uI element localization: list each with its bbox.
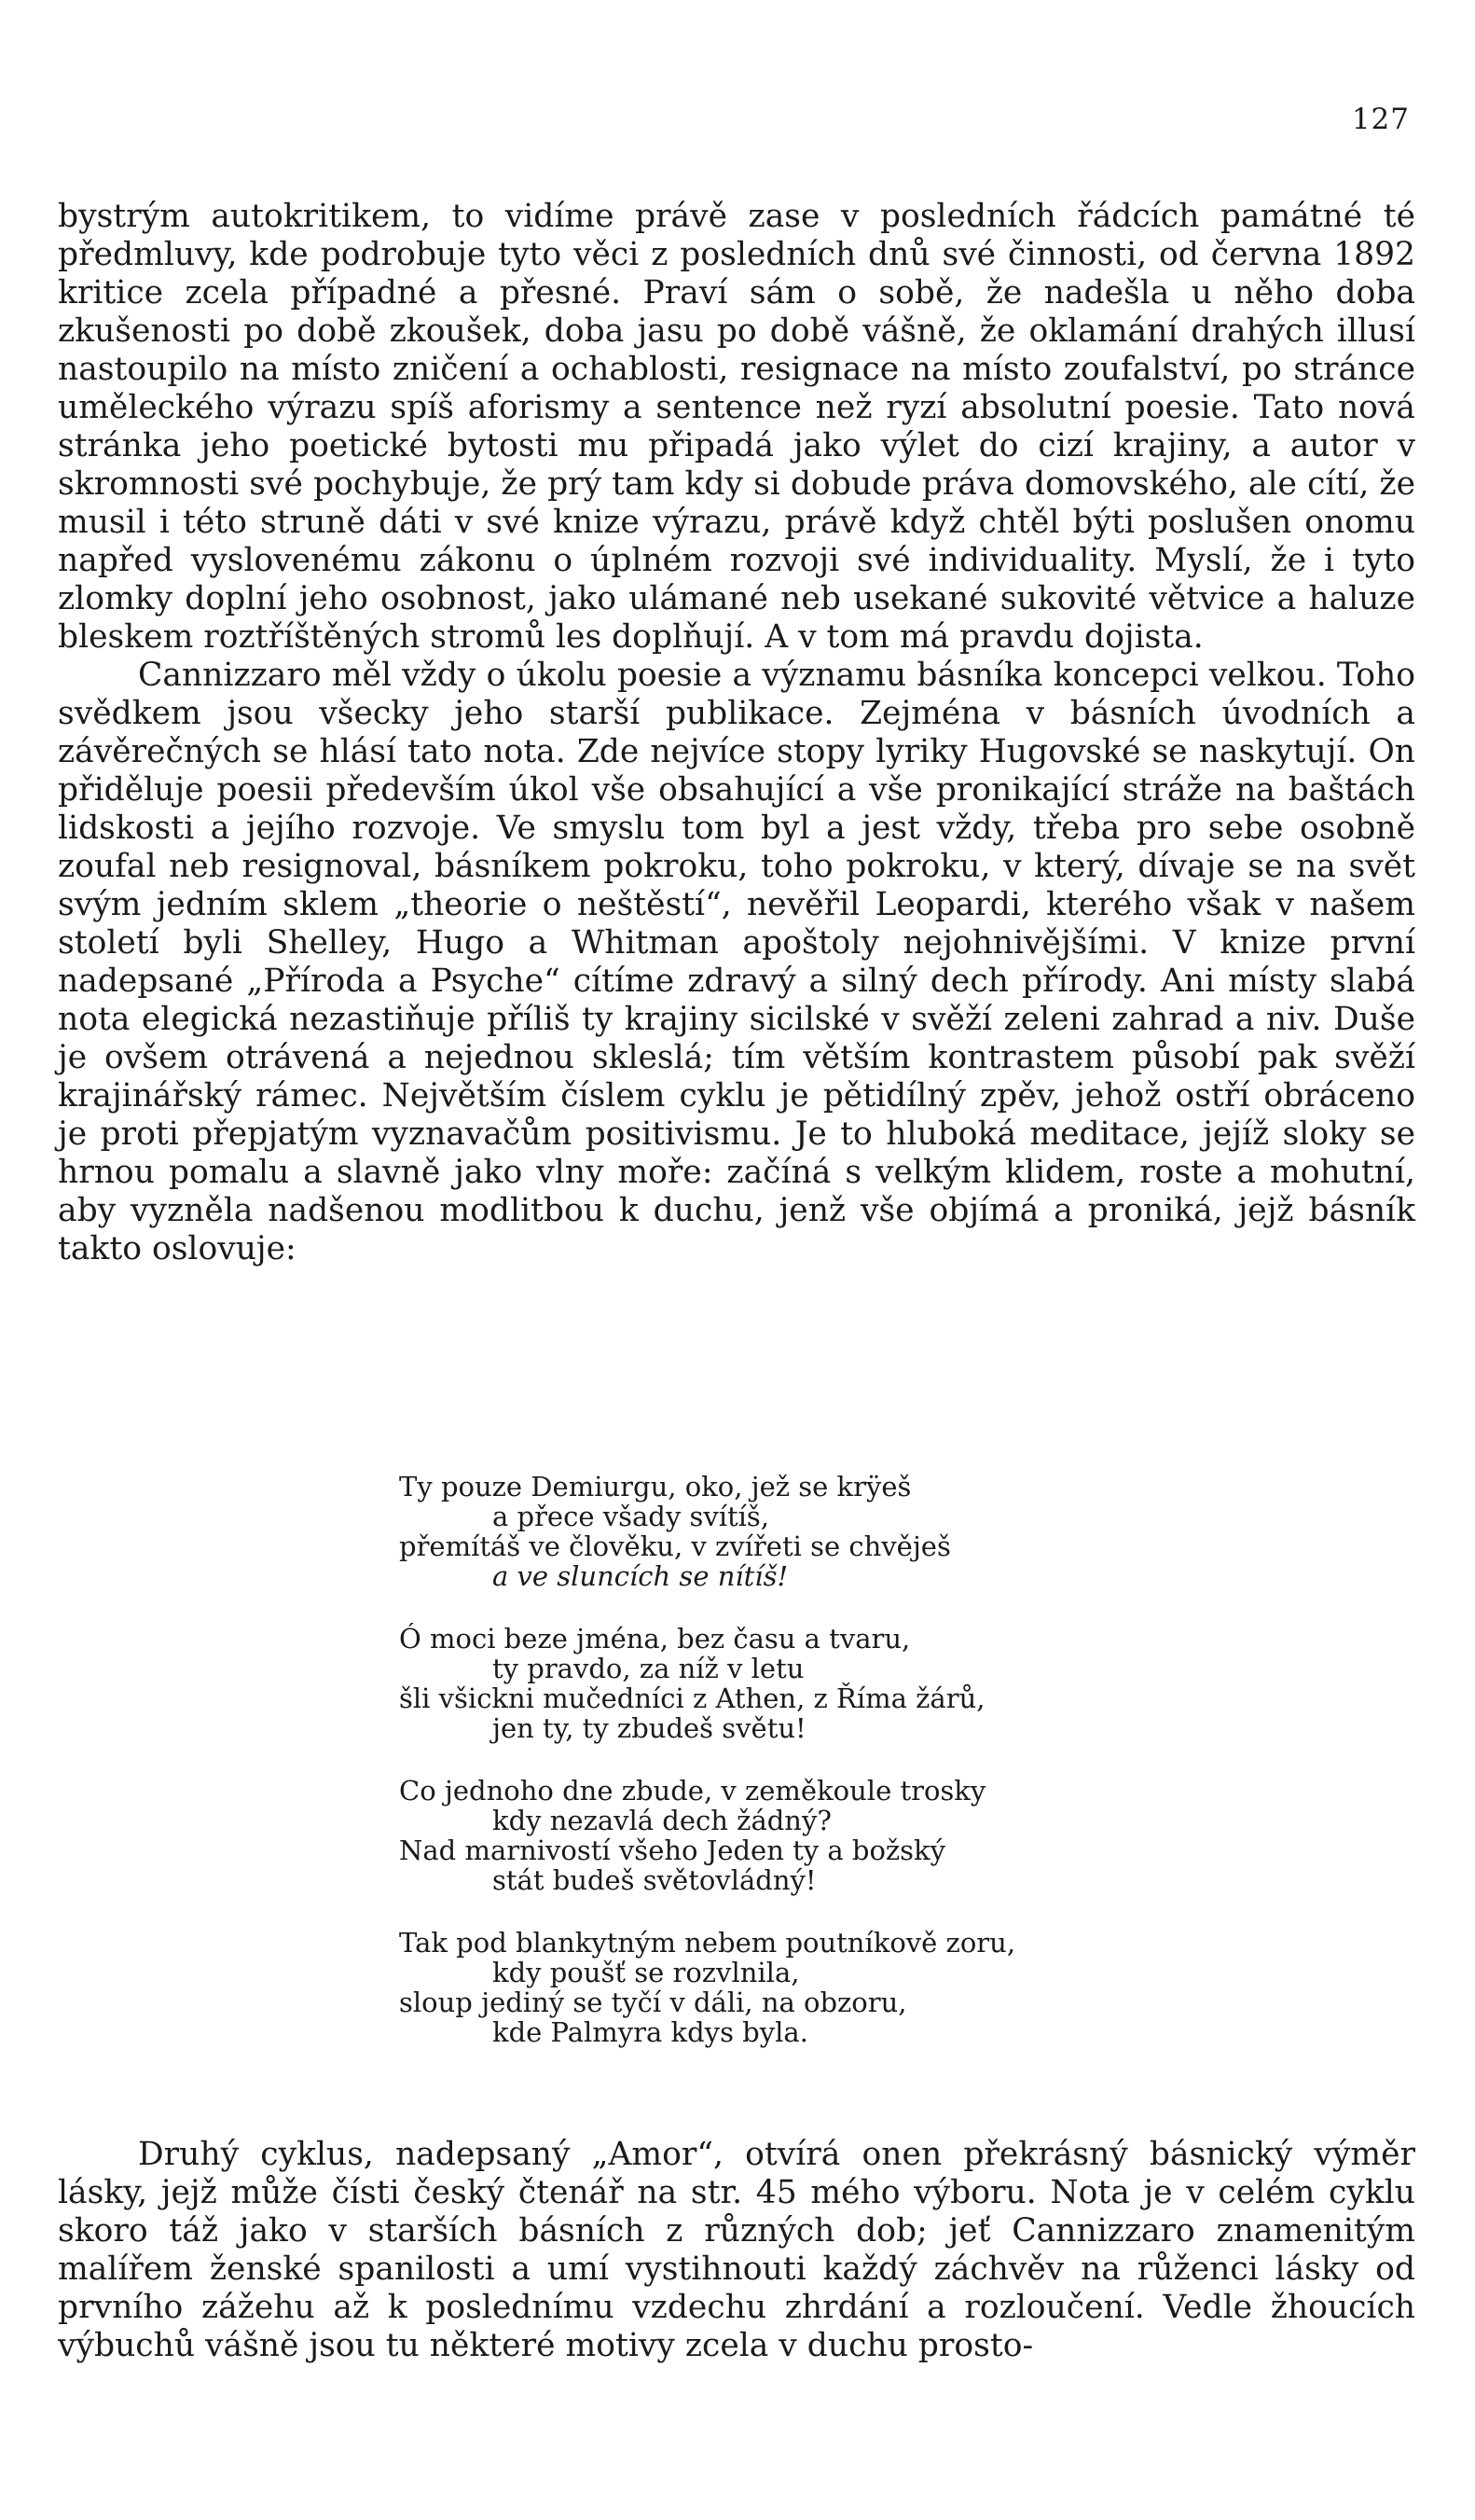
poem-stanza-1 [399,1472,1164,1591]
paragraph-2: Cannizzaro měl vždy o úkolu poesie a významu básníka koncepci velkou. Toho svědkem jsou všecky jeho starší publikace. Zejména v básních úvodních a závěrečných se hlásí tato nota. Zde nejvíce stopy lyriky Hugovské se naskytují. On přiděluje poesii především úkol vše obsahující a vše pronikající stráže na baštách lidskosti a jejího rozvoje. Ve smyslu tom byl a jest vždy, třeba pro sebe osobně zoufal neb resignoval, básníkem pokroku, toho pokroku, v který, dívaje se na svět svým jedním sklem „theorie o neštěstí“, nevěřil Leopardi, kterého však v našem století byli Shelley, Hugo a Whitman apoštoly nejohnivějšími. V knize první nadepsané „Příroda a Psyche“ cítíme zdravý a silný dech přírody. Ani místy slabá nota elegická nezastiňuje příliš ty krajiny sicilské v svěží zeleni zahrad a niv. Duše je ovšem otrávená a nejednou skleslá; tím větším kontrastem působí pak svěží krajinářský rámec. Největším číslem cyklu je pětidílný zpěv, jehož ostří obráceno je proti přepjatým vyznavačům positivismu. Je to hluboká meditace, jejíž sloky se hrnou pomalu a slavně jako vlny moře: začíná s velkým klidem, roste a mohutní, aby vyzněla nadšenou modlitbou k duchu, jenž vše objímá a proniká, jejž básník takto oslovuje: [58,657,1415,1267]
poem-line: kdy nezavlá dech žádný? [492,1805,832,1836]
poem-line: Ó moci beze jména, bez času a tvaru, [399,1623,911,1655]
poem-line: a ve sluncích se nítíš! [492,1560,789,1592]
poem [399,1472,1164,2080]
poem-line: kdy poušť se rozvlnila, [492,1957,800,1988]
poem-stanza-4 [399,1928,1164,2047]
poem-line: sloup jediný se tyčí v dáli, na obzoru, [399,1987,907,2018]
poem-line: jen ty, ty zbudeš světu! [492,1712,806,1744]
poem-line: Co jednoho dne zbude, v zeměkoule trosky [399,1775,986,1807]
paragraph-1: bystrým autokritikem, to vidíme právě zase v posledních řádcích památné té předmluvy, kde podrobuje tyto věci z posledních dnů své činnosti, od června 1892 kritice zcela případné a přesné. Praví sám o sobě, že nadešla u něho doba zkušenosti po době zkoušek, doba jasu po době vášně, že oklamání drahých illusí nastoupilo na místo zničení a ochablosti, resignace na místo zoufalství, po stránce uměleckého výrazu spíš aforismy a sentence než ryzí absolutní poesie. Tato nová stránka jeho poetické bytosti mu připadá jako výlet do cizí krajiny, a autor v skromnosti své pochybuje, že prý tam kdy si dobude práva domovského, ale cítí, že musil i této struně dáti v své knize výrazu, právě když chtěl býti poslušen onomu napřed vyslovenému zákonu o úplném rozvoji své individuality. Myslí, že i tyto zlomky doplní jeho osobnost, jako ulámané neb usekané sukovité větvice a haluze bleskem roztříštěných stromů les doplňují. A v tom má pravdu dojista. [58,198,1415,656]
page-number: 127 [1351,103,1410,136]
poem-line: Ty pouze Demiurgu, oko, jež se krÿeš [399,1471,912,1502]
poem-line: Nad marnivostí všeho Jeden ty a božský [399,1835,946,1866]
paragraph-3: Druhý cyklus, nadepsaný „Amor“, otvírá onen překrásný básnický výměr lásky, jejž může čísti český čtenář na str. 45 mého výboru. Nota je v celém cyklu skoro táž jako v starších básních z různých dob; jeť Cannizzaro znamenitým malířem ženské spanilosti a umí vystihnouti každý záchvěv na růženci lásky od prvního zážehu až k poslednímu vzdechu zhrdání a rozloučení. Vedle žhoucích výbuchů vášně jsou tu některé motivy zcela v duchu prosto- [58,2136,1415,2364]
poem-line: stát budeš světovládný! [492,1864,817,1896]
poem-line: kde Palmyra kdys byla. [492,2016,808,2048]
poem-stanza-2 [399,1624,1164,1743]
poem-line: Tak pod blankytným nebem poutníkově zoru, [399,1927,1016,1959]
poem-line: ty pravdo, za níž v letu [492,1653,805,1684]
poem-line: a přece všady svítíš, [492,1501,770,1532]
poem-line: přemítáš ve člověku, v zvířeti se chvěješ [399,1530,951,1562]
poem-line: šli všickni mučedníci z Athen, z Říma žárů, [399,1682,986,1714]
main-text [58,198,1415,1268]
poem-stanza-3 [399,1776,1164,1895]
closing-text [58,2136,1415,2365]
